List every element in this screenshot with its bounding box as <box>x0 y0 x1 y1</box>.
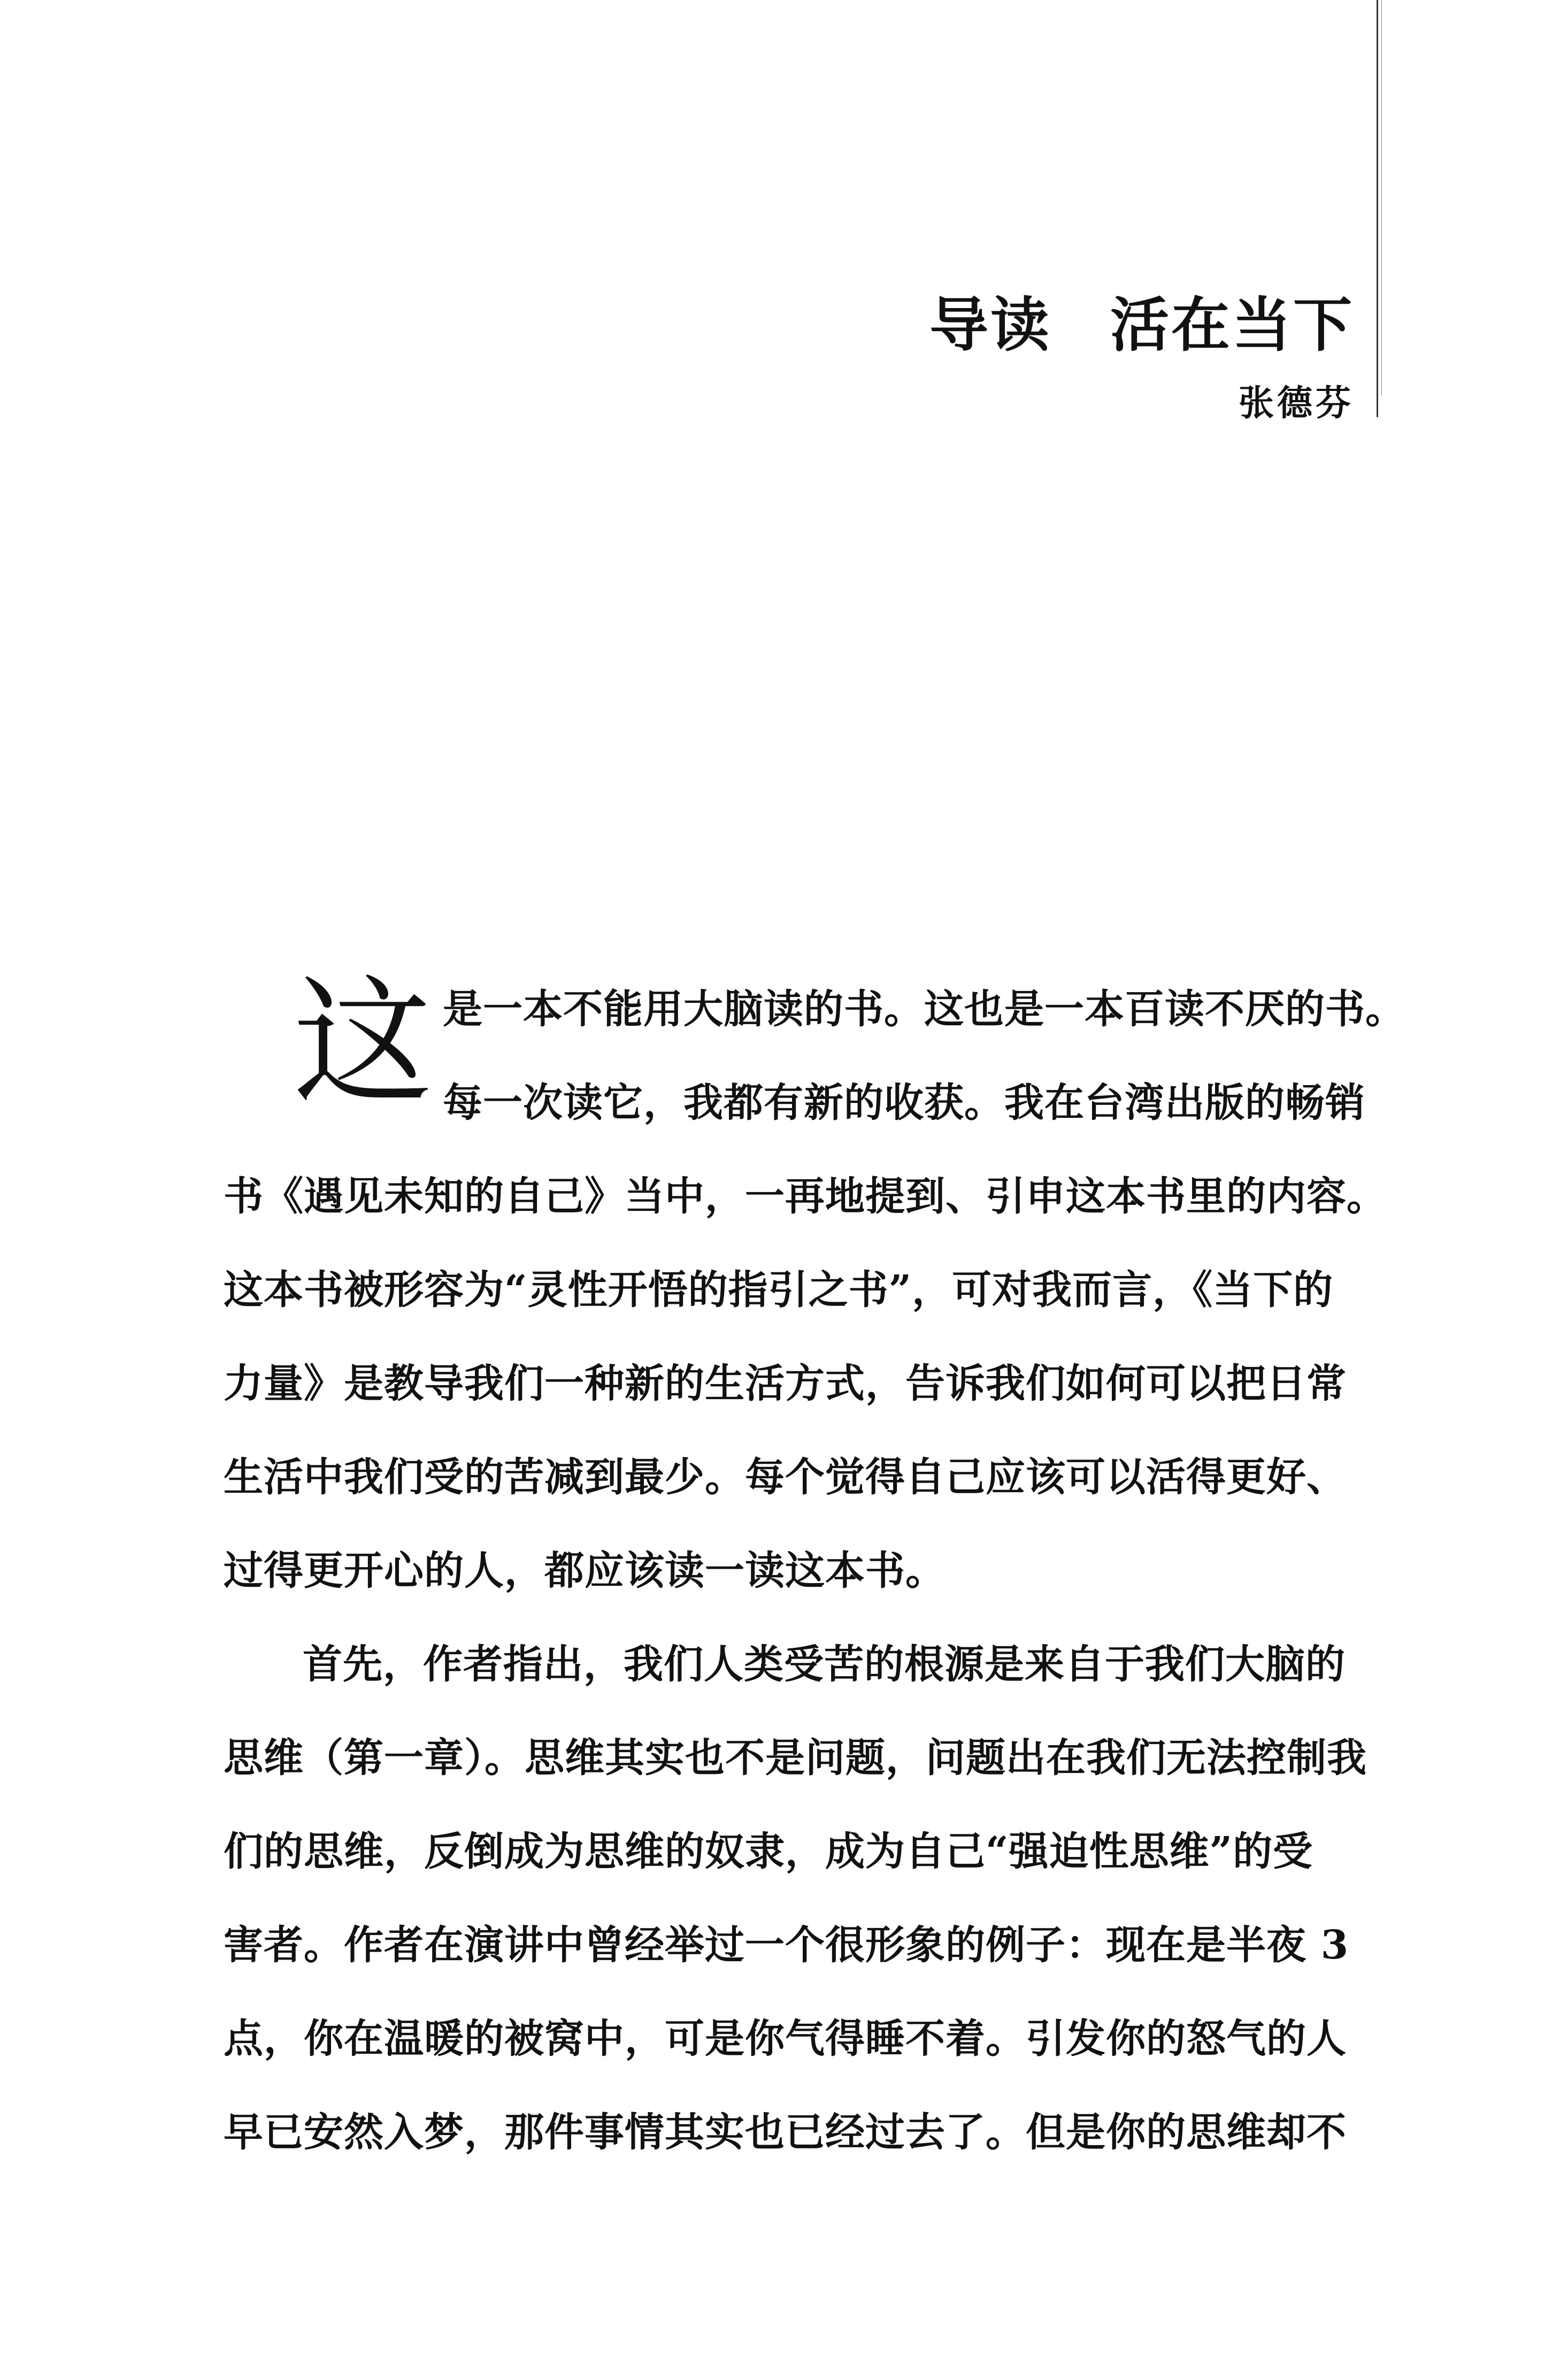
body-text <box>224 962 1405 2179</box>
paragraph-1-opening <box>224 962 1405 1150</box>
title-main: 活在当下 <box>1110 290 1354 359</box>
paragraph-line: 生活中我们受的苦减到最少。每个觉得自己应该可以活得更好、 <box>224 1454 1347 1500</box>
paragraph-line: 点，你在温暖的被窝中，可是你气得睡不着。引发你的怒气的人 <box>224 2016 1347 2062</box>
paragraph-line: 每一次读它，我都有新的收获。我在台湾出版的畅销 <box>443 1080 1365 1126</box>
paragraph-line: 是一本不能用大脑读的书。这也是一本百读不厌的书。 <box>443 986 1405 1032</box>
margin-rule-thin <box>1381 0 1382 396</box>
paragraph-line: 思维（第一章）。思维其实也不是问题，问题出在我们无法控制我 <box>224 1735 1367 1781</box>
paragraph-2 <box>224 1618 1389 2179</box>
paragraph-line: 这本书被形容为“灵性开悟的指引之书”，可对我而言，《当下的 <box>224 1267 1334 1313</box>
title-prefix: 导读 <box>929 290 1051 359</box>
paragraph-line: 们的思维，反倒成为思维的奴隶，成为自己“强迫性思维”的受 <box>224 1829 1313 1875</box>
author-name: 张德芬 <box>1239 382 1354 424</box>
chapter-title <box>929 278 1354 363</box>
paragraph-line: 书《遇见未知的自己》当中，一再地提到、引申这本书里的内容。 <box>224 1173 1387 1219</box>
paragraph-1 <box>224 1150 1389 1618</box>
drop-cap: 这 <box>293 962 433 1124</box>
paragraph-line: 过得更开心的人，都应该读一读这本书。 <box>224 1548 946 1594</box>
paragraph-line: 力量》是教导我们一种新的生活方式，告诉我们如何可以把日常 <box>224 1361 1347 1407</box>
paragraph-line: 害者。作者在演讲中曾经举过一个很形象的例子：现在是半夜 3 <box>224 1922 1349 1968</box>
margin-rule <box>1377 0 1378 417</box>
paragraph-line: 早已安然入梦，那件事情其实也已经过去了。但是你的思维却不 <box>224 2109 1347 2155</box>
paragraph-line: 首先，作者指出，我们人类受苦的根源是来自于我们大脑的 <box>303 1641 1346 1687</box>
